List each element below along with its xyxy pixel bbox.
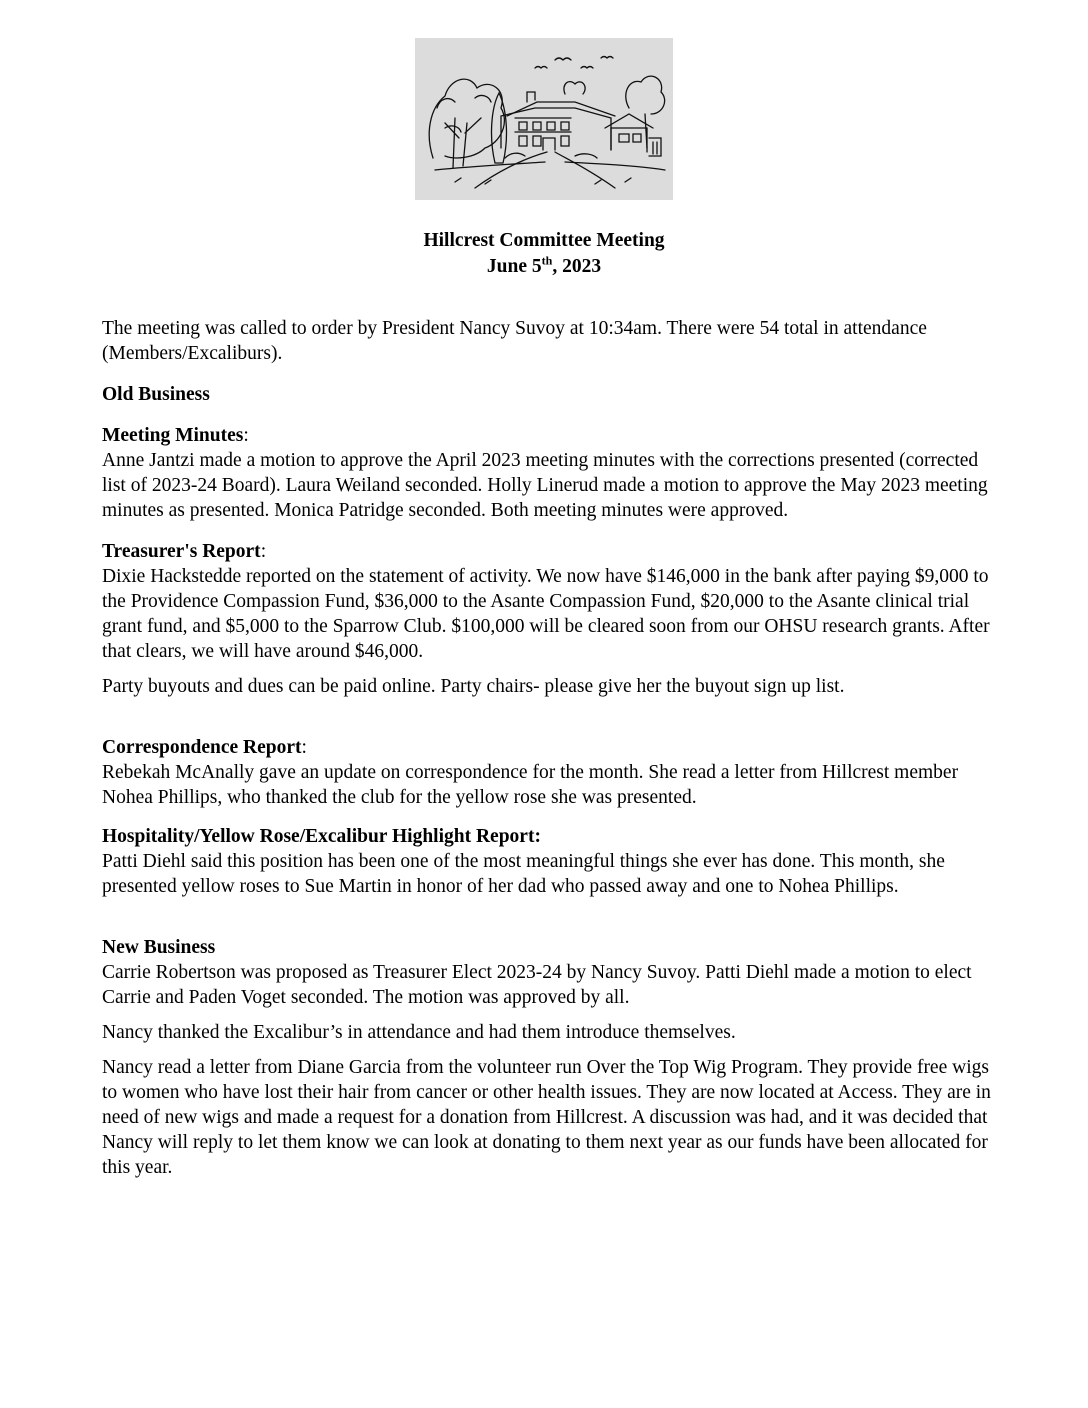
- hospitality-report-heading: Hospitality/Yellow Rose/Excalibur Highlight Report:: [102, 826, 541, 847]
- meeting-minutes-label: Meeting Minutes: [102, 425, 244, 446]
- treasurer-report-heading: Treasurer's Report:: [102, 541, 267, 562]
- old-business-heading: Old Business: [102, 384, 210, 405]
- new-business-heading: New Business: [102, 937, 216, 958]
- document-title-block: [0, 228, 1088, 280]
- intro-paragraph: The meeting was called to order by President Nancy Suvoy at 10:34am. There were 54 total in attendance (Members/Excaliburs).: [102, 318, 927, 364]
- date-prefix: June 5: [486, 256, 542, 277]
- treasurer-report-label: Treasurer's Report: [102, 541, 261, 562]
- correspondence-report-label: Correspondence Report: [102, 737, 302, 758]
- new-business-paragraph-2: Nancy thanked the Excalibur’s in attendance and had them introduce themselves.: [102, 1022, 736, 1043]
- minutes-body: [102, 316, 992, 1180]
- hillcrest-house-illustration: [415, 38, 673, 200]
- correspondence-report-body: Rebekah McAnally gave an update on correspondence for the month. She read a letter from Hillcrest member Nohea Phillips, who thanked the club for the yellow rose she was presented.: [102, 762, 959, 808]
- new-business-paragraph-3: Nancy read a letter from Diane Garcia from the volunteer run Over the Top Wig Program. They provide free wigs to women who have lost their hair from cancer or other health issues. They are now located at Access. They are in need of new wigs and made a request for a donation from Hillcrest. A discussion was had, and it was decided that Nancy will reply to let them know we can look at donating to them next year as our funds have been allocated for this year.: [102, 1057, 991, 1178]
- correspondence-report-heading: Correspondence Report:: [102, 737, 307, 758]
- house-sketch-icon: [415, 38, 673, 200]
- meeting-date: [0, 254, 1088, 280]
- meeting-title: Hillcrest Committee Meeting: [423, 230, 665, 251]
- meeting-minutes-body: Anne Jantzi made a motion to approve the April 2023 meeting minutes with the corrections presented (corrected list of 2023-24 Board). Laura Weiland seconded. Holly Linerud made a motion to approve the May 2023 meeting minutes as presented. Monica Patridge seconded. Both meeting minutes were approved.: [102, 450, 988, 521]
- date-suffix-ordinal: th: [541, 253, 553, 268]
- treasurer-report-note: Party buyouts and dues can be paid online. Party chairs- please give her the buyout sign up list.: [102, 676, 845, 697]
- hospitality-report-body: Patti Diehl said this position has been one of the most meaningful things she ever has done. This month, she presented yellow roses to Sue Martin in honor of her dad who passed away and one to Nohea Phillips.: [102, 851, 945, 897]
- new-business-paragraph-1: Carrie Robertson was proposed as Treasurer Elect 2023-24 by Nancy Suvoy. Patti Diehl made a motion to elect Carrie and Paden Voget seconded. The motion was approved by all.: [102, 962, 972, 1008]
- date-year: , 2023: [552, 256, 602, 277]
- meeting-minutes-heading: Meeting Minutes:: [102, 425, 249, 446]
- treasurer-report-body: Dixie Hackstedde reported on the statement of activity. We now have $146,000 in the bank after paying $9,000 to the Providence Compassion Fund, $36,000 to the Asante Compassion Fund, $20,000 to the Asante clinical trial grant fund, and $5,000 to the Sparrow Club. $100,000 will be cleared soon from our OHSU research grants. After that clears, we will have around $46,000.: [102, 566, 990, 662]
